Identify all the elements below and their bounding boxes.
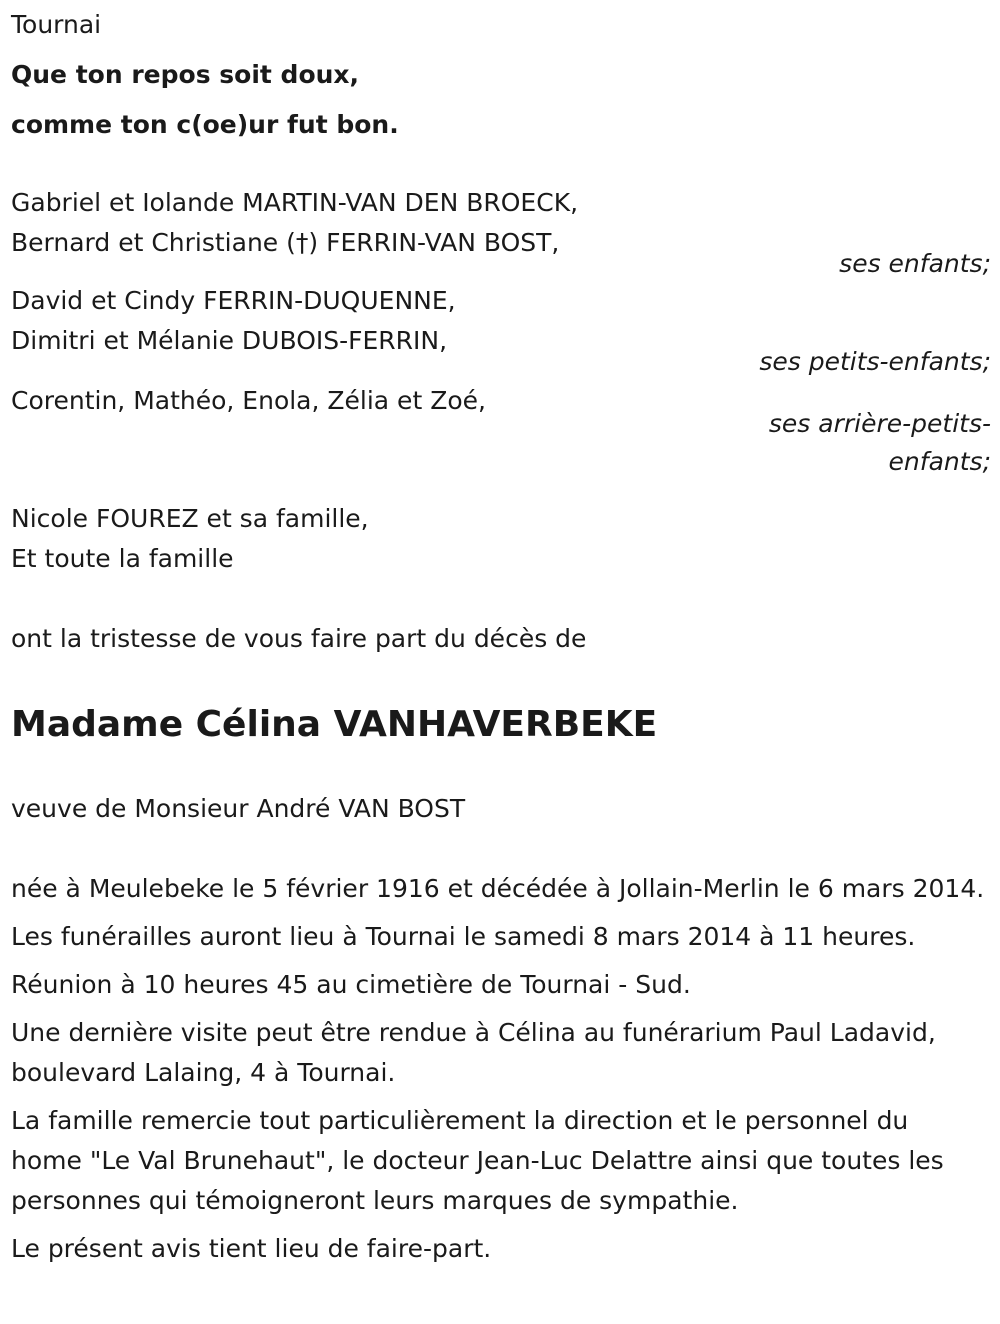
- announcement-text: ont la tristesse de vous faire part du décès de: [11, 624, 587, 653]
- funeral-paragraph: Les funérailles auront lieu à Tournai le samedi 8 mars 2014 à 11 heures.: [11, 922, 916, 951]
- thanks-paragraph: La famille remercie tout particulièrement la direction et le personnel du home "Le Val Brunehaut", le docteur Jean-Luc Delattre ainsi que toutes les personnes qui témoigneront leurs marques de sympathie.: [11, 1106, 944, 1215]
- child-name: Gabriel et Iolande MARTIN-VAN DEN BROECK,: [11, 188, 579, 217]
- motto-line-2: comme ton c(oe)ur fut bon.: [11, 110, 399, 139]
- motto-line-1: Que ton repos soit doux,: [11, 60, 360, 89]
- great-grandchildren-group: [11, 381, 991, 481]
- other-name: Nicole FOUREZ et sa famille,: [11, 504, 369, 533]
- others-group: [11, 499, 991, 579]
- great-grandchild-names: Corentin, Mathéo, Enola, Zélia et Zoé,: [11, 386, 486, 415]
- details-section: [11, 869, 991, 1269]
- children-role: ses enfants;: [839, 249, 991, 278]
- grandchildren-role: ses petits-enfants;: [759, 347, 991, 376]
- grandchild-name: David et Cindy FERRIN-DUQUENNE,: [11, 286, 456, 315]
- birth-death-paragraph: née à Meulebeke le 5 février 1916 et décédée à Jollain-Merlin le 6 mars 2014.: [11, 874, 985, 903]
- visit-paragraph: Une dernière visite peut être rendue à Célina au funérarium Paul Ladavid, boulevard Lalaing, 4 à Tournai.: [11, 1018, 936, 1087]
- great-grandchildren-role-2: enfants;: [888, 447, 991, 476]
- grandchildren-group: [11, 281, 991, 381]
- deceased-name: Madame Célina VANHAVERBEKE: [11, 704, 658, 745]
- obituary-notice: [11, 5, 991, 1277]
- other-name: Et toute la famille: [11, 544, 234, 573]
- spouse-text: veuve de Monsieur André VAN BOST: [11, 794, 466, 823]
- meeting-paragraph: Réunion à 10 heures 45 au cimetière de Tournai - Sud.: [11, 970, 691, 999]
- child-name: Bernard et Christiane (†) FERRIN-VAN BOST,: [11, 228, 560, 257]
- children-group: [11, 183, 991, 283]
- city-heading: Tournai: [11, 10, 102, 39]
- grandchild-name: Dimitri et Mélanie DUBOIS-FERRIN,: [11, 326, 448, 355]
- great-grandchildren-role-1: ses arrière-petits-: [768, 409, 991, 438]
- notice-paragraph: Le présent avis tient lieu de faire-part.: [11, 1234, 492, 1263]
